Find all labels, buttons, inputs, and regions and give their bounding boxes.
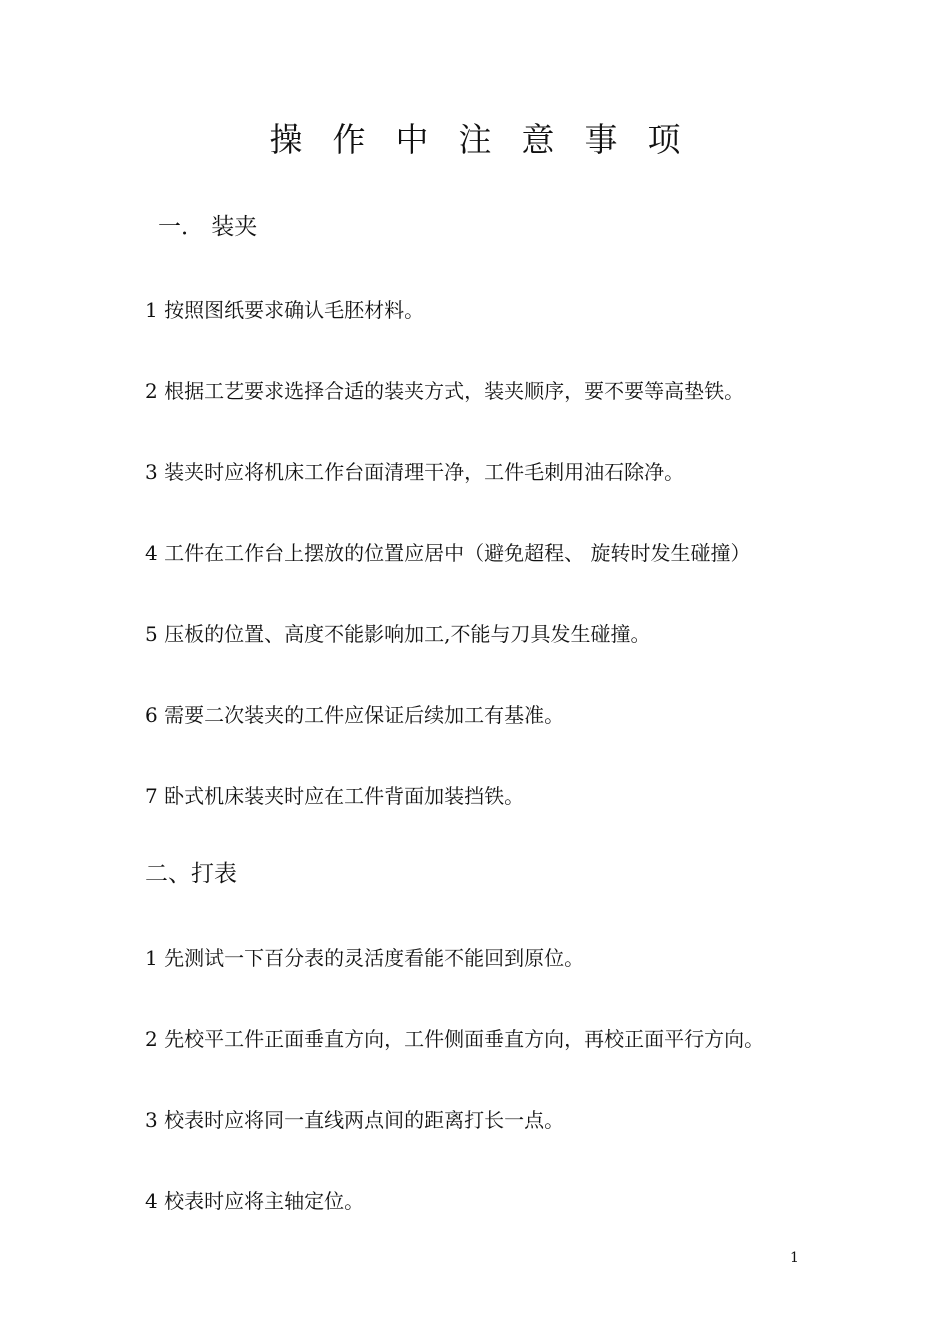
- list-item: 1 按照图纸要求确认毛胚材料。: [145, 298, 425, 322]
- list-item: 2 根据工艺要求选择合适的装夹方式，装夹顺序，要不要等高垫铁。: [145, 379, 745, 403]
- section-heading-clamping: 一． 装夹: [158, 214, 258, 240]
- document-title: 操作中注意事项: [269, 120, 711, 159]
- list-item: 5 压板的位置、高度不能影响加工,不能与刀具发生碰撞。: [145, 622, 651, 646]
- page-number: 1: [790, 1250, 799, 1266]
- list-item: 6 需要二次装夹的工件应保证后续加工有基准。: [145, 703, 565, 727]
- list-item: 4 校表时应将主轴定位。: [145, 1189, 365, 1213]
- list-item: 2 先校平工件正面垂直方向，工件侧面垂直方向，再校正面平行方向。: [145, 1027, 765, 1051]
- list-item: 7 卧式机床装夹时应在工件背面加装挡铁。: [145, 784, 525, 808]
- list-item: 1 先测试一下百分表的灵活度看能不能回到原位。: [145, 946, 585, 970]
- list-item: 3 装夹时应将机床工作台面清理干净，工件毛刺用油石除净。: [145, 460, 685, 484]
- list-item: 4 工件在工作台上摆放的位置应居中（避免超程、 旋转时发生碰撞）: [145, 541, 751, 565]
- list-item: 3 校表时应将同一直线两点间的距离打长一点。: [145, 1108, 565, 1132]
- section-heading-dial-indicator: 二、打表: [145, 861, 237, 887]
